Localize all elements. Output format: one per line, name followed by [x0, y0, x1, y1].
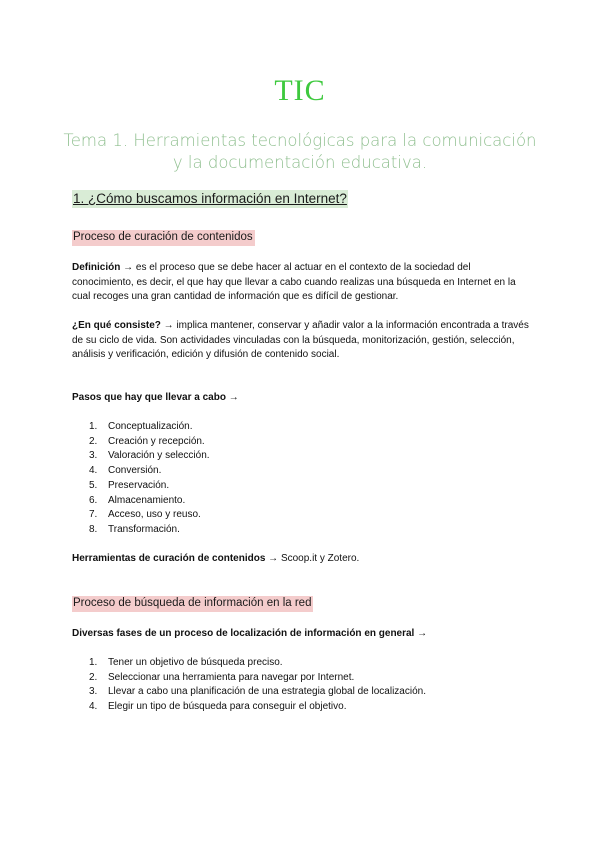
document-title: TIC — [274, 74, 326, 107]
pasos-label: Pasos que hay que llevar a cabo — [72, 392, 226, 403]
list-item — [89, 685, 426, 700]
list-item-text: Preservación. — [108, 479, 170, 491]
list-item-number: 3. — [89, 450, 98, 462]
fases-label: Diversas fases de un proceso de localización de información en general — [72, 628, 415, 639]
paragraph-herramientas — [72, 552, 532, 567]
list-item-number: 6. — [89, 494, 98, 506]
list-item-number: 3. — [89, 686, 98, 698]
list-item — [89, 494, 210, 509]
list-item-text: Llevar a cabo una planificación de una estrategia global de localización. — [108, 686, 426, 698]
definicion-text: → es el proceso que se debe hacer al actuar en el contexto de la sociedad del conocimiento, es decir, el que hay que llevar a cabo cuando realizas una búsqueda en Internet en la cual recoges una gran cantidad de información que es difícil de gestionar. — [72, 262, 516, 302]
paragraph-consiste — [72, 319, 532, 363]
list-item-number: 2. — [89, 435, 98, 447]
subsection-heading-busqueda: Proceso de búsqueda de información en la red — [72, 597, 313, 609]
list-item-number: 1. — [89, 421, 98, 432]
list-item — [89, 435, 210, 450]
list-item-text: Conceptualización. — [108, 421, 193, 432]
subsection-heading-curacion: Proceso de curación de contenidos — [72, 231, 255, 243]
list-item — [89, 464, 210, 479]
list-item-number: 8. — [89, 523, 98, 535]
list-item-text: Seleccionar una herramienta para navegar por Internet. — [108, 671, 355, 683]
fases-list — [72, 656, 426, 715]
herramientas-text: → Scoop.it y Zotero. — [265, 553, 360, 564]
list-item-number: 4. — [89, 701, 98, 713]
list-item-number: 7. — [89, 509, 98, 521]
list-item — [89, 671, 426, 686]
pasos-arrow: → — [225, 392, 239, 403]
list-item — [89, 508, 210, 523]
list-item — [89, 420, 210, 435]
list-item-number: 4. — [89, 465, 98, 477]
herramientas-label: Herramientas de curación de contenidos — [72, 553, 266, 564]
list-item-text: Almacenamiento. — [108, 494, 186, 506]
list-item-number: 1. — [89, 657, 98, 668]
list-item-text: Valoración y selección. — [108, 450, 210, 462]
list-item-text: Elegir un tipo de búsqueda para conseguir el objetivo. — [108, 701, 347, 713]
list-item — [89, 700, 426, 715]
list-item-text: Transformación. — [108, 523, 180, 535]
paragraph-fases — [72, 627, 532, 642]
paragraph-definicion — [72, 261, 532, 305]
list-item — [89, 656, 426, 671]
list-item-text: Tener un objetivo de búsqueda preciso. — [108, 657, 283, 668]
list-item-number: 2. — [89, 671, 98, 683]
consiste-text: → implica mantener, conservar y añadir valor a la información encontrada a través de su ciclo de vida. Son actividades vinculadas con la búsqueda, monitorización, gestión, selección, análisis y verificación, edición y difusión de contenido social. — [72, 320, 529, 360]
list-item-text: Conversión. — [108, 465, 162, 477]
list-item-text: Acceso, uso y reuso. — [108, 509, 201, 521]
list-item — [89, 449, 210, 464]
paragraph-pasos — [72, 391, 532, 406]
list-item-number: 5. — [89, 479, 98, 491]
list-item — [89, 523, 210, 538]
section-heading-1: 1. ¿Cómo buscamos información en Internet? — [73, 191, 347, 206]
document-subtitle: Tema 1. Herramientas tecnológicas para la comunicación y la documentación educativa. — [63, 131, 537, 172]
pasos-list — [72, 420, 210, 538]
fases-arrow: → — [414, 628, 428, 639]
list-item — [89, 479, 210, 494]
list-item-text: Creación y recepción. — [108, 435, 205, 447]
consiste-label: ¿En qué consiste? — [72, 320, 161, 331]
definicion-label: Definición — [72, 262, 121, 273]
